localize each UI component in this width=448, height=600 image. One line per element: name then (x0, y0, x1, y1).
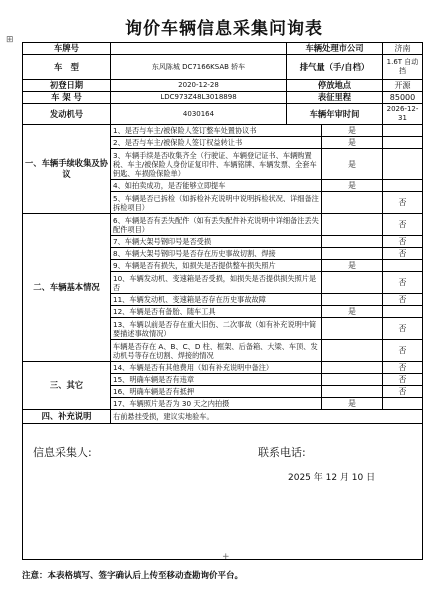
answer-no[interactable]: 否 (383, 374, 423, 386)
item-text: 车辆是否存在 A、B、C、D 柱、框架、后备箱、大梁、车顶、发动机号等存在切割、焊接的情况 (111, 340, 322, 362)
info-row-3 (23, 80, 423, 92)
answer-yes[interactable] (322, 236, 383, 248)
item-text: 11、车辆发动机、变速箱是否存在历史事故故障 (111, 294, 322, 306)
info-row-5 (23, 104, 423, 125)
answer-yes[interactable] (322, 248, 383, 260)
answer-yes[interactable] (322, 318, 383, 340)
answer-no[interactable] (383, 137, 423, 149)
reg-date-value[interactable]: 2020-12-28 (111, 80, 287, 92)
section-2-label: 二、车辆基本情况 (23, 214, 111, 362)
info-row-4 (23, 92, 423, 104)
answer-no[interactable] (383, 125, 423, 137)
item-text: 7、车辆大架号钢印号是否受损 (111, 236, 322, 248)
item-text: 13、车辆以前是否存在重大旧伤、二次事故（如有补充说明中简要描述事故情况） (111, 318, 322, 340)
signature-row (23, 424, 423, 560)
city-company-label: 车辆处理市公司 (287, 43, 383, 55)
answer-yes[interactable]: 是 (322, 180, 383, 192)
mileage-label: 表征里程 (287, 92, 383, 104)
item-text: 2、是否与车主/被保险人签订权益转让书 (111, 137, 322, 149)
table-row (23, 214, 423, 236)
table-row (23, 362, 423, 374)
item-text: 16、明确车辆是否有抵押 (111, 386, 322, 398)
item-text: 10、车辆发动机、变速箱是否受损，如损失是否提供损失照片是否 (111, 272, 322, 294)
plate-label: 车牌号 (23, 43, 111, 55)
parking-label: 停放地点 (287, 80, 383, 92)
item-text: 8、车辆大架号钢印号是否存在历史事故切割、焊接 (111, 248, 322, 260)
item-text: 6、车辆是否有丢失配件（如有丢失配件补充说明中详细备注丢失配件项目） (111, 214, 322, 236)
section-3-label: 三、其它 (23, 362, 111, 410)
answer-no[interactable]: 否 (383, 192, 423, 214)
model-value[interactable]: 东风陈城 DC7166KSAB 轿车 (111, 55, 287, 80)
answer-yes[interactable]: 是 (322, 306, 383, 318)
answer-yes[interactable]: 是 (322, 398, 383, 410)
item-text: 17、车辆照片是否为 30 天之内拍摄 (111, 398, 322, 410)
vin-label: 车 架 号 (23, 92, 111, 104)
info-row-2 (23, 55, 423, 80)
answer-yes[interactable] (322, 374, 383, 386)
phone-label: 联系电话: (258, 446, 306, 459)
item-text: 5、车辆是否已拆检（如拆检补充说明中说明拆检状况、详细备注拆检项目） (111, 192, 322, 214)
displacement-value[interactable]: 1.6T 自动挡 (383, 55, 423, 80)
answer-yes[interactable]: 是 (322, 137, 383, 149)
answer-no[interactable]: 否 (383, 318, 423, 340)
answer-no[interactable]: 否 (383, 340, 423, 362)
answer-no[interactable] (383, 260, 423, 272)
info-row-1 (23, 43, 423, 55)
item-text: 15、明确车辆是否有违章 (111, 374, 322, 386)
answer-no[interactable]: 否 (383, 236, 423, 248)
reg-date-label: 初登日期 (23, 80, 111, 92)
item-text: 9、车辆是否有损失，如损失是否提供整车损失照片 (111, 260, 322, 272)
mileage-value[interactable]: 85000 (383, 92, 423, 104)
plate-value[interactable] (111, 43, 287, 55)
answer-yes[interactable] (322, 362, 383, 374)
answer-no[interactable] (383, 398, 423, 410)
inspection-value[interactable]: 2026-12-31 (383, 104, 423, 125)
answer-yes[interactable] (322, 340, 383, 362)
answer-no[interactable] (383, 149, 423, 180)
item-text: 14、车辆是否有其他费用（如有补充说明中备注） (111, 362, 322, 374)
section-4-label: 四、补充说明 (23, 410, 111, 424)
answer-yes[interactable] (322, 214, 383, 236)
table-row (23, 410, 423, 424)
answer-yes[interactable] (322, 192, 383, 214)
city-company-value[interactable]: 济南 (383, 43, 423, 55)
supplement-text[interactable]: 右前悬挂受损，建议实地验车。 (111, 410, 423, 424)
answer-no[interactable]: 否 (383, 362, 423, 374)
bottom-note: 注意：本表格填写、签字确认后上传至移动查勘询价平台。 (22, 571, 244, 581)
sign-date: 2025 年 12 月 10 日 (288, 473, 376, 483)
table-row (23, 125, 423, 137)
answer-yes[interactable]: 是 (322, 149, 383, 180)
item-text: 1、是否与车主/被保险人签订整车处置协议书 (111, 125, 322, 137)
item-text: 4、如拍卖成功，是否能够立即提车 (111, 180, 322, 192)
item-text: 3、车辆手续是否收集齐全（行驶证、车辆登记证书、车辆购置税、车主/被保险人身份证复印件、车辆铭牌、车辆发票、全套车钥匙、车损险保险单） (111, 149, 322, 180)
add-row-icon[interactable]: + (222, 552, 230, 562)
displacement-label: 排气量（手/自档） (287, 55, 383, 80)
answer-yes[interactable]: 是 (322, 125, 383, 137)
answer-yes[interactable] (322, 294, 383, 306)
answer-no[interactable]: 否 (383, 272, 423, 294)
collector-label: 信息采集人: (33, 446, 92, 459)
engine-value[interactable]: 4030164 (111, 104, 287, 125)
model-label: 车 型 (23, 55, 111, 80)
answer-yes[interactable]: 是 (322, 260, 383, 272)
parking-value[interactable]: 开源 (383, 80, 423, 92)
answer-no[interactable] (383, 306, 423, 318)
answer-no[interactable]: 否 (383, 214, 423, 236)
inquiry-table (22, 42, 423, 560)
engine-label: 发动机号 (23, 104, 111, 125)
signature-area (23, 424, 423, 560)
item-text: 12、车辆是否有备胎、随车工具 (111, 306, 322, 318)
answer-no[interactable]: 否 (383, 294, 423, 306)
answer-yes[interactable] (322, 272, 383, 294)
answer-no[interactable]: 否 (383, 248, 423, 260)
answer-yes[interactable] (322, 386, 383, 398)
vin-value[interactable]: LDC973Z48L3018898 (111, 92, 287, 104)
section-1-label: 一、车辆手续收集及协议 (23, 125, 111, 214)
answer-no[interactable]: 否 (383, 386, 423, 398)
inspection-label: 车辆年审时间 (287, 104, 383, 125)
answer-no[interactable] (383, 180, 423, 192)
table-move-handle-icon[interactable]: ⊞ (6, 35, 14, 45)
page-title: 询价车辆信息采集问询表 (125, 19, 323, 39)
